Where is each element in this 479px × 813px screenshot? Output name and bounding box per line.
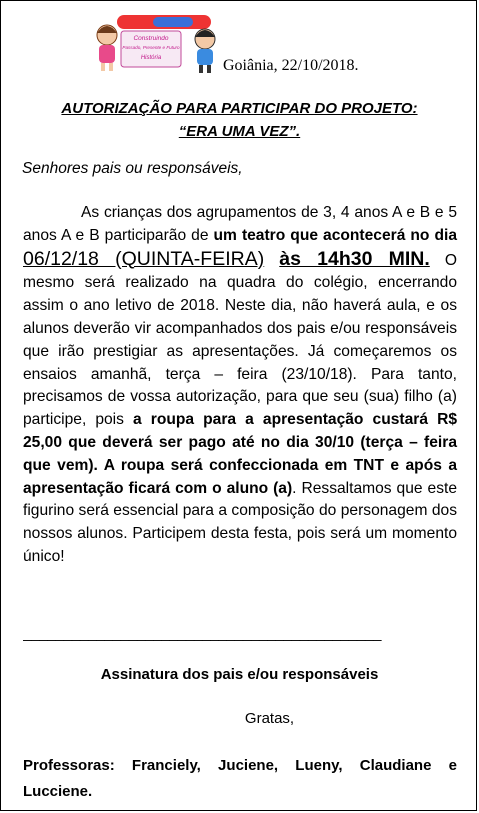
- body-text-3: . Ressaltamos que este figurino será essencial para a composição do personagem dos nossos alunos. Participem desta festa, pois será um momento único!: [23, 479, 457, 565]
- school-logo: [87, 11, 227, 75]
- document-date: Goiânia, 22/10/2018.: [223, 57, 359, 74]
- body-paragraph: [23, 202, 457, 569]
- body-text-2: O mesmo será realizado na quadra do colégio, encerrando assim o ano letivo de 2018. Neste dia, não haverá aula, e os alunos deverão vir acompanhados dos pais e/ou responsáveis que irão prestigiar as apresentações. Já começaremos os ensaios amanhã, terça – feira (23/10/18). Para tanto, precisamos de vossa autorização, para que seu (sua) filho (a) participe, pois: [23, 251, 457, 429]
- signature-label: Assinatura dos pais e/ou responsáveis: [100, 666, 379, 683]
- event-date: 06/12/18 (QUINTA-FEIRA): [23, 247, 265, 270]
- title-line-1: AUTORIZAÇÃO PARA PARTICIPAR DO PROJETO:: [61, 100, 418, 117]
- body-bold-2: a roupa para a apresentação custará R$ 25,00 que deverá ser pago até no dia 30/10 (terça – feira que vem). A roupa será confeccionada em TNT e após a apresentação ficará com o aluno (a): [23, 411, 457, 497]
- logo-text-3: História: [140, 55, 162, 61]
- signature-line: ____________________________________________: [23, 625, 382, 642]
- teachers: Professoras: Franciely, Juciene, Lueny, Claudiane e Lucciene.: [23, 757, 457, 800]
- greeting: Senhores pais ou responsáveis,: [22, 160, 243, 177]
- title-line-2: “ERA UMA VEZ”.: [178, 123, 301, 140]
- body-bold-1: um teatro que acontecerá no dia: [213, 226, 458, 244]
- closing: Gratas,: [244, 710, 295, 727]
- logo-text-1: Construindo: [133, 35, 169, 42]
- logo-text-2: Passado, Presente e Futuro: [122, 45, 180, 50]
- body-text: [23, 202, 457, 569]
- body-text-1: As crianças dos agrupamentos de 3, 4 anos A e B e 5 anos A e B participarão de: [23, 204, 457, 244]
- document-title: [1, 97, 478, 143]
- event-time: às 14h30 MIN.: [279, 247, 430, 270]
